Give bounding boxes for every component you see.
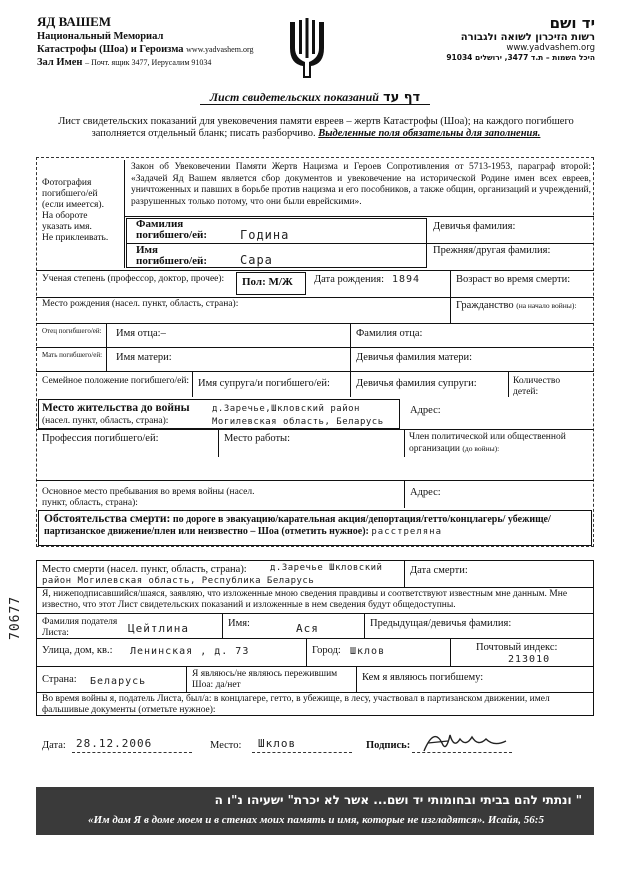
death-place-label: Место смерти (насел. пункт, область, страна): — [42, 564, 247, 575]
country-value[interactable]: Беларусь — [90, 676, 147, 687]
photo-l3: (если имеется). — [42, 200, 104, 210]
residence-label: Место жительства до войны — [42, 402, 190, 414]
surname-value[interactable]: Година — [240, 228, 290, 242]
header-left — [37, 14, 297, 69]
address2-label: Адрес: — [410, 487, 441, 498]
birth-label: Дата рождения: — [314, 274, 385, 285]
photo-l5: указать имя. — [42, 222, 92, 232]
surname-label: Фамилия погибшего/ей: — [136, 218, 208, 241]
org-title-ru: ЯД ВАШЕМ — [37, 14, 112, 29]
org-line2: Катастрофы (Шоа) и Героизма — [37, 44, 184, 55]
footer-quote-ru: «Им дам Я в доме моем и в стенах моих память и имя, которые не изгладятся». Исайя, 56:5 — [88, 814, 544, 826]
member-note: (до войны): — [462, 444, 500, 453]
residence-value-2[interactable]: Могилевская область, Беларусь — [212, 417, 384, 427]
photo-l6: Не приклеивать. — [42, 233, 109, 243]
name-label: Имя погибшего/ей: — [136, 244, 208, 267]
footer-banner — [36, 787, 594, 835]
place-value[interactable]: Шклов — [258, 737, 297, 750]
photo-l4: На обороте — [42, 211, 88, 221]
org-url: www.yadvashem.org — [186, 45, 254, 54]
signature-label: Подпись: — [366, 740, 411, 751]
org-title-he: יד ושם — [549, 14, 595, 32]
zip-label: Почтовый индекс: — [476, 642, 558, 653]
prev-surname-label: Прежняя/другая фамилия: — [433, 245, 551, 256]
photo-box — [42, 178, 122, 244]
footer-quote-he: " ונתתי להם בביתי ובחומותי יד ושם... אשר לא יכרת" ישעיהו נ"ו ה — [214, 793, 582, 807]
org-subtitle-ru: Национальный Мемориал — [37, 31, 164, 42]
yad-vashem-logo — [287, 18, 327, 78]
org-address: – Почт. ящик 3477, Иерусалим 91034 — [85, 58, 212, 67]
photo-l1: Фотография — [42, 178, 92, 188]
date-value[interactable]: 28.12.2006 — [76, 737, 153, 750]
wartime-label: Основное место пребывания во время войны (насел. пункт, область, страна): — [42, 487, 255, 508]
mother-label: Имя матери: — [116, 352, 172, 363]
org-address-he: היכל השמות – ת.ד 3477, ירושלים 91034 — [446, 53, 595, 62]
death-place-value-1[interactable]: д.Заречье Шкловский — [270, 563, 383, 573]
street-label: Улица, дом, кв.: — [42, 645, 113, 656]
spouse-maiden-label: Девичья фамилия супруги: — [356, 378, 477, 389]
sub-name-value[interactable]: Ася — [296, 622, 319, 635]
sub-prev-label: Предыдущая/девичья фамилия: — [370, 618, 512, 629]
org-subtitle-he: רשות הזיכרון לשואה ולגבורה — [460, 32, 595, 43]
member-label: Член политической или общественной организации — [409, 432, 566, 454]
father-label: Имя отца:– — [116, 328, 166, 339]
marital-label: Семейное положение погибшего/ей: — [42, 376, 190, 386]
wartime-question: Во время войны я, податель Листа, был/а: в концлагере, гетто, в убежище, в лесу, участвовал в партизанском движении, имел фальшивые документы (отметьте нужное): — [42, 694, 550, 715]
org-url-he: www.yadvashem.org — [506, 43, 595, 53]
workplace-label: Место работы: — [224, 433, 291, 444]
sub-surname-value[interactable]: Цейтлина — [128, 622, 189, 635]
residence-sub: (насел. пункт, область, страна): — [42, 416, 169, 426]
date-label: Дата: — [42, 740, 66, 751]
intro-line1: Лист свидетельских показаний для увековечения памяти евреев – жертв Катастрофы (Шоа); на каждого погибшего — [58, 116, 574, 127]
residence-value-1[interactable]: д.Заречье,Шкловский район — [212, 404, 360, 414]
citizenship-note: (на начало войны): — [516, 301, 577, 310]
declaration: Я, нижеподписавшийся/шаяся, заявляю, что изложенные мною сведения правдивы и соответствуют известным мне данным. Мне известно, что этот Лист свидетельских показаний и изложенные в нем сведения будут общедоступны. — [36, 588, 594, 614]
sub-surname-label: Фамилия подателя Листа: — [42, 617, 118, 638]
header-right — [380, 14, 595, 62]
street-value[interactable]: Ленинская , д. 73 — [130, 646, 250, 657]
name-value[interactable]: Сара — [240, 253, 273, 267]
intro-required: Выделенные поля обязательны для заполнения. — [318, 128, 541, 139]
spouse-label: Имя супруга/и погибшего/ей: — [198, 378, 330, 389]
birth-value[interactable]: 1894 — [392, 274, 421, 285]
death-place-value-2[interactable]: район Могилевская область, Республика Беларусь — [42, 576, 315, 586]
city-label: Город: — [312, 645, 341, 656]
margin-number: 70677 — [8, 595, 23, 640]
form-title — [200, 88, 430, 105]
survivor-label[interactable]: Я являюсь/не являюсь пережившим Шоа: да/нет — [192, 669, 338, 690]
degree-label: Ученая степень (профессор, доктор, прочее): — [42, 274, 225, 284]
place-label: Место: — [210, 740, 242, 751]
address-label: Адрес: — [410, 405, 441, 416]
photo-l2: погибшего/ей — [42, 189, 98, 199]
form-title-he: דף עד — [382, 90, 421, 105]
father-small: Отец погибшего/ей: — [42, 327, 102, 335]
death-circ-options: по дороге в эвакуацию/карательная акция/депортация/гетто/концлагерь/ убежище/партизанское движение/плен или неизвестно – Шоа (отметить нужное): — [44, 514, 551, 537]
mother-maiden-label: Девичья фамилия матери: — [356, 352, 473, 363]
children-label: Количество детей: — [513, 376, 561, 397]
profession-label: Профессия погибшего/ей: — [42, 433, 159, 444]
citizenship-label: Гражданство — [456, 300, 514, 311]
zip-value[interactable]: 213010 — [508, 654, 551, 665]
city-value[interactable]: Шклов — [350, 646, 386, 657]
intro-line2: заполняется отдельный бланк; писать разборчиво. — [91, 128, 316, 139]
death-circ-label: Обстоятельства смерти: — [44, 513, 171, 525]
relation-label: Кем я являюсь погибшему: — [362, 672, 484, 683]
intro-text — [36, 116, 596, 140]
org-hall: Зал Имен — [37, 57, 83, 68]
father-surname-label: Фамилия отца: — [356, 328, 423, 339]
death-circ-value[interactable]: расстреляна — [371, 527, 442, 537]
birthplace-label: Место рождения (насел. пункт, область, страна): — [42, 299, 239, 309]
sex-label: Пол: М/Ж — [242, 276, 293, 288]
law-text: Закон об Увековечении Памяти Жертв Нацизма и Героев Сопротивления от 5713-1953, параграф второй: «Задачей Яд Вашем является сбор документов и увековечение на исторической Родине имен всех евреев, уничтоженных и павших в борьбе против нацизма и его пособников, а также общин, организаций и учреждений, разрушенных только потому, что они были еврейскими». — [131, 162, 591, 207]
mother-small: Мать погибшего/ей: — [42, 351, 103, 359]
sub-name-label: Имя: — [228, 618, 250, 629]
country-label: Страна: — [42, 674, 77, 685]
death-date-label: Дата смерти: — [410, 565, 468, 576]
form-title-ru: Лист свидетельских показаний — [209, 90, 379, 104]
maiden-label: Девичья фамилия: — [433, 221, 516, 232]
age-label: Возраст во время смерти: — [456, 274, 571, 285]
